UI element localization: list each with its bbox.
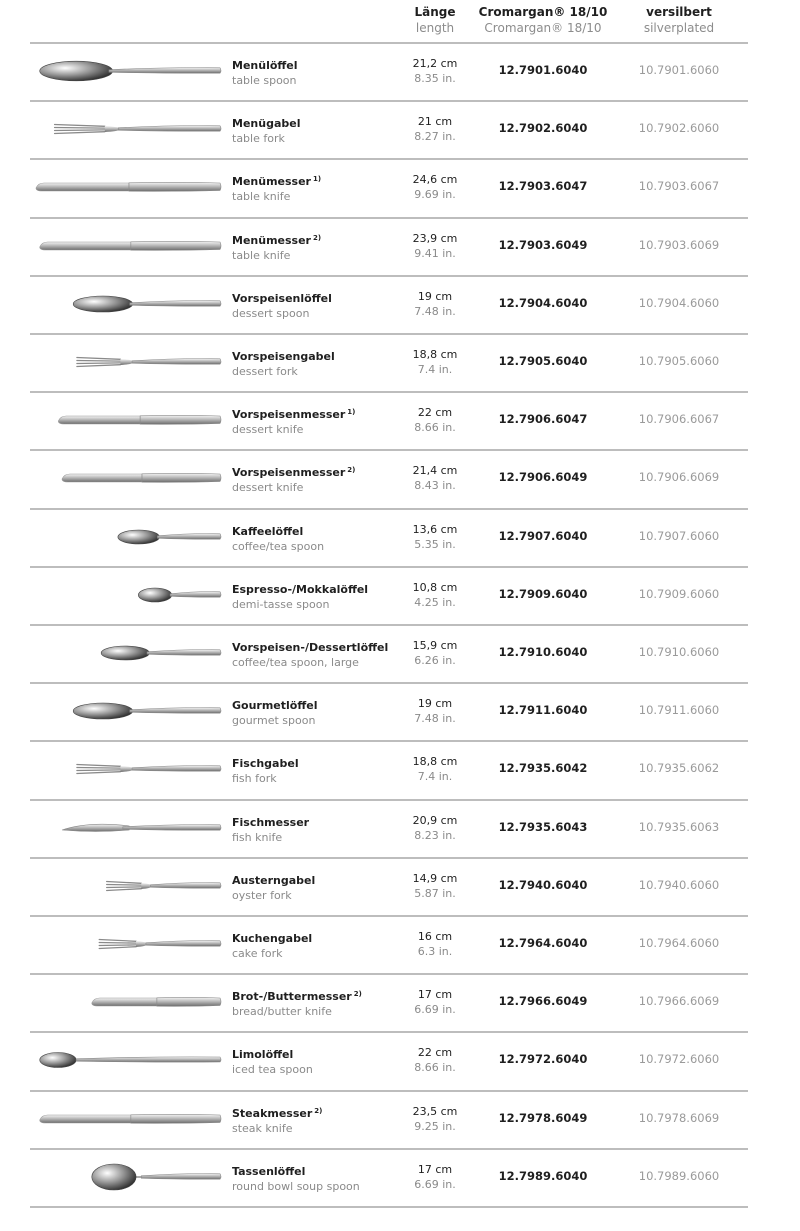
cromargan-article-number: 12.7903.6049: [498, 237, 588, 252]
item-name-de-text: Kaffeelöffel: [232, 524, 304, 538]
item-name-en: table fork: [232, 132, 285, 146]
fork-icon: [28, 744, 222, 794]
silverplated-article-number: 10.7940.6060: [638, 877, 720, 892]
item-names: [232, 987, 402, 1019]
item-length: [398, 231, 472, 261]
silverplated-article-number: 10.7905.6060: [638, 354, 720, 368]
item-name-en: dessert spoon: [232, 306, 310, 320]
row-divider: [30, 449, 748, 451]
item-name-de: [232, 172, 402, 189]
row-divider: [30, 158, 748, 160]
item-length: [398, 929, 472, 959]
item-length: [398, 289, 472, 319]
footnote-marker: 2): [353, 990, 362, 999]
length-cm: 24,6 cm: [412, 173, 458, 187]
table-row: [0, 624, 800, 682]
length-inch: 9.25 in.: [414, 1119, 456, 1133]
cromargan-article-number: 12.7905.6040: [498, 354, 588, 368]
length-cm: 18,8 cm: [412, 348, 458, 361]
length-cm: 22 cm: [417, 406, 453, 420]
length-cm: 20,9 cm: [412, 813, 458, 827]
item-name-de-text: Tassenlöffel: [232, 1164, 306, 1178]
item-names: [232, 347, 402, 379]
fork-icon: [28, 337, 222, 387]
length-cm: 16 cm: [417, 930, 453, 943]
item-length: [398, 56, 472, 86]
row-divider: [30, 566, 748, 568]
footnote-marker: 2): [314, 1106, 323, 1115]
table-row: [0, 275, 800, 333]
header-cromargan-de: Cromargan® 18/10: [478, 5, 608, 19]
footnote-marker: 1): [347, 408, 356, 417]
item-length: [398, 172, 472, 202]
row-divider: [30, 42, 748, 44]
silverplated-article-number: 10.7903.6069: [638, 237, 720, 252]
silverplated-article-number: 10.7903.6067: [638, 179, 720, 194]
item-name-de: [232, 871, 402, 888]
header-length-en: length: [415, 21, 455, 35]
item-length: [398, 754, 472, 784]
header-length-de: Länge: [414, 5, 456, 19]
row-divider: [30, 1031, 748, 1033]
length-inch: 7.48 in.: [414, 712, 456, 726]
silverplated-article-number: 10.7935.6063: [638, 819, 720, 834]
item-name-en: round bowl soup spoon: [232, 1179, 360, 1193]
silverplated-article-number: 10.7911.6060: [638, 703, 720, 718]
item-name-de: [232, 405, 402, 422]
length-inch: 6.69 in.: [414, 1177, 456, 1191]
silverplated-article-number: 10.7972.6060: [638, 1052, 720, 1067]
item-length: [398, 463, 472, 493]
item-length: [398, 1045, 472, 1075]
row-divider: [30, 1148, 748, 1150]
item-name-en: iced tea spoon: [232, 1063, 313, 1077]
steak-knife-icon: [28, 1094, 222, 1144]
length-inch: 6.69 in.: [414, 1003, 456, 1017]
item-length: [398, 871, 472, 901]
item-length: [398, 114, 472, 144]
cromargan-article-number: 12.7906.6049: [498, 470, 588, 485]
cromargan-article-number: 12.7989.6040: [498, 1168, 588, 1183]
item-name-de-text: Gourmetlöffel: [232, 699, 318, 713]
row-divider: [30, 857, 748, 859]
row-divider: [30, 740, 748, 742]
item-name-en: dessert knife: [232, 481, 304, 495]
item-name-de: [232, 1104, 402, 1121]
table-row: [0, 391, 800, 449]
length-cm: 19 cm: [417, 697, 453, 711]
item-length: [398, 347, 472, 377]
row-divider: [30, 333, 748, 335]
row-divider: [30, 1090, 748, 1092]
item-name-en: coffee/tea spoon: [232, 539, 325, 553]
cromargan-article-number: 12.7902.6040: [498, 121, 588, 136]
item-names: [232, 1045, 402, 1077]
header-length: [398, 4, 472, 36]
item-names: [232, 813, 402, 845]
spoon-icon: [28, 512, 222, 562]
row-divider: [30, 799, 748, 801]
item-name-de: [232, 580, 402, 597]
cromargan-article-number: 12.7904.6040: [498, 295, 588, 310]
table-row: [0, 1031, 800, 1089]
table-row: [0, 333, 800, 391]
header-cromargan-en: Cromargan® 18/10: [484, 21, 602, 35]
item-name-de: [232, 231, 402, 248]
silverplated-article-number: 10.7966.6069: [638, 994, 720, 1009]
length-inch: 8.27 in.: [414, 130, 456, 144]
cromargan-article-number: 12.7935.6043: [498, 819, 588, 834]
length-cm: 23,9 cm: [412, 231, 458, 245]
item-name-en: fish knife: [232, 830, 283, 844]
length-cm: 21 cm: [417, 115, 453, 129]
item-name-de-text: Vorspeisenmesser: [232, 408, 346, 422]
knife-icon: [28, 221, 222, 271]
item-name-de-text: Vorspeisenmesser: [232, 466, 346, 480]
butter-knife-icon: [28, 977, 222, 1027]
item-length: [398, 1162, 472, 1192]
length-inch: 8.23 in.: [414, 828, 456, 842]
item-name-en: coffee/tea spoon, large: [232, 656, 359, 669]
length-inch: 7.48 in.: [414, 304, 456, 318]
spoon-icon: [28, 279, 222, 329]
row-divider: [30, 508, 748, 510]
item-name-de-text: Vorspeisenlöffel: [232, 291, 332, 305]
item-name-de: [232, 929, 402, 946]
item-names: [232, 522, 402, 554]
table-row: [0, 217, 800, 275]
item-name-de-text: Menümesser: [232, 175, 311, 189]
cromargan-article-number: 12.7907.6040: [498, 528, 588, 543]
length-cm: 23,5 cm: [412, 1104, 458, 1118]
item-name-de: [232, 347, 402, 364]
row-divider: [30, 100, 748, 102]
item-names: [232, 463, 402, 495]
item-names: [232, 56, 402, 88]
silverplated-article-number: 10.7964.6060: [638, 936, 720, 950]
item-name-de-text: Fischgabel: [232, 757, 299, 771]
knife-icon: [28, 453, 222, 503]
item-name-en: cake fork: [232, 947, 283, 960]
table-row: [0, 857, 800, 915]
header-silverplated: [616, 4, 742, 36]
table-row: [0, 449, 800, 507]
silverplated-article-number: 10.7904.6060: [638, 295, 720, 310]
item-name-de-text: Espresso-/Mokkalöffel: [232, 582, 369, 596]
row-divider: [30, 973, 748, 975]
item-name-de: [232, 987, 402, 1004]
spoon-icon: [28, 46, 222, 96]
knife-icon: [28, 162, 222, 212]
item-name-de-text: Brot-/Buttermesser: [232, 990, 352, 1004]
footnote-marker: 2): [347, 466, 356, 475]
item-name-de-text: Fischmesser: [232, 815, 310, 829]
length-inch: 8.35 in.: [414, 72, 456, 85]
item-name-en: oyster fork: [232, 888, 292, 902]
table-row: [0, 682, 800, 740]
item-names: [232, 114, 402, 146]
length-inch: 7.4 in.: [417, 770, 453, 784]
silverplated-article-number: 10.7906.6069: [638, 470, 720, 485]
item-names: [232, 172, 402, 204]
spoon-icon: [28, 570, 222, 620]
item-name-de: [232, 463, 402, 480]
row-divider: [30, 915, 748, 917]
item-names: [232, 405, 402, 437]
length-cm: 17 cm: [417, 988, 453, 1002]
length-inch: 8.66 in.: [414, 1061, 456, 1075]
row-divider: [30, 1206, 748, 1208]
silverplated-article-number: 10.7978.6069: [638, 1110, 720, 1125]
gourmet-spoon-icon: [28, 686, 222, 736]
item-name-de-text: Kuchengabel: [232, 932, 313, 945]
item-name-de: [232, 56, 402, 73]
length-inch: 9.41 in.: [414, 246, 456, 260]
table-row: [0, 100, 800, 158]
item-length: [398, 696, 472, 726]
table-row: [0, 1090, 800, 1148]
footnote-marker: 1): [312, 175, 322, 184]
item-name-en: table knife: [232, 248, 291, 262]
item-names: [232, 1162, 402, 1194]
table-row: [0, 973, 800, 1031]
length-cm: 10,8 cm: [412, 580, 458, 594]
item-names: [232, 871, 402, 903]
table-row: [0, 42, 800, 100]
table-row: [0, 508, 800, 566]
round-spoon-icon: [28, 1152, 222, 1202]
row-divider: [30, 391, 748, 393]
item-names: [232, 289, 402, 321]
silverplated-article-number: 10.7907.6060: [638, 528, 720, 543]
length-cm: 18,8 cm: [412, 755, 458, 769]
long-spoon-icon: [28, 1035, 222, 1085]
length-cm: 19 cm: [417, 289, 453, 303]
table-row: [0, 158, 800, 216]
silverplated-article-number: 10.7935.6062: [638, 761, 720, 776]
length-inch: 8.66 in.: [414, 421, 456, 435]
item-name-de-text: Vorspeisen-/Dessertlöffel: [232, 641, 389, 654]
item-name-en: gourmet spoon: [232, 714, 316, 728]
item-name-de-text: Limolöffel: [232, 1048, 294, 1062]
cromargan-article-number: 12.7906.6047: [498, 412, 588, 427]
table-row: [0, 740, 800, 798]
item-name-en: demi-tasse spoon: [232, 597, 330, 611]
cromargan-article-number: 12.7901.6040: [498, 63, 588, 77]
item-name-en: table spoon: [232, 74, 297, 87]
cromargan-article-number: 12.7972.6040: [498, 1052, 588, 1067]
fork-icon: [28, 861, 222, 911]
silverplated-article-number: 10.7989.6060: [638, 1168, 720, 1183]
item-name-de: [232, 754, 402, 771]
item-name-de-text: Steakmesser: [232, 1106, 313, 1120]
item-name-en: dessert knife: [232, 423, 304, 437]
cromargan-article-number: 12.7964.6040: [498, 936, 588, 950]
header-silver-de: versilbert: [646, 5, 712, 19]
item-name-de: [232, 114, 402, 131]
cromargan-article-number: 12.7978.6049: [498, 1110, 588, 1125]
row-divider: [30, 217, 748, 219]
fork-icon: [28, 104, 222, 154]
cromargan-article-number: 12.7935.6042: [498, 761, 588, 776]
length-inch: 6.3 in.: [417, 945, 453, 958]
length-inch: 7.4 in.: [417, 363, 453, 376]
silverplated-article-number: 10.7901.6060: [638, 63, 720, 77]
length-inch: 4.25 in.: [414, 595, 456, 609]
item-name-en: fish fork: [232, 772, 277, 786]
fork-icon: [28, 919, 222, 969]
item-length: [398, 522, 472, 552]
row-divider: [30, 682, 748, 684]
spoon-icon: [28, 628, 222, 678]
item-name-de: [232, 696, 402, 713]
item-names: [232, 580, 402, 612]
item-name-de-text: Menügabel: [232, 117, 301, 131]
item-names: [232, 638, 402, 670]
cromargan-article-number: 12.7903.6047: [498, 179, 588, 194]
header-silver-en: silverplated: [643, 21, 715, 35]
fish-knife-icon: [28, 803, 222, 853]
item-length: [398, 580, 472, 610]
item-name-de: [232, 1045, 402, 1062]
item-length: [398, 1104, 472, 1134]
item-names: [232, 696, 402, 728]
length-cm: 17 cm: [417, 1162, 453, 1176]
item-length: [398, 405, 472, 435]
item-names: [232, 754, 402, 786]
item-names: [232, 1104, 402, 1136]
length-inch: 5.87 in.: [414, 886, 456, 900]
row-divider: [30, 624, 748, 626]
item-names: [232, 231, 402, 263]
item-name-de-text: Menülöffel: [232, 59, 298, 72]
item-name-de: [232, 638, 402, 655]
item-name-de: [232, 1162, 402, 1179]
cromargan-article-number: 12.7940.6040: [498, 877, 588, 892]
item-length: [398, 813, 472, 843]
cromargan-article-number: 12.7966.6049: [498, 994, 588, 1009]
item-name-de: [232, 289, 402, 306]
cromargan-article-number: 12.7910.6040: [498, 645, 588, 659]
table-header: [0, 0, 800, 42]
item-name-en: bread/butter knife: [232, 1005, 332, 1019]
row-divider: [30, 275, 748, 277]
item-length: [398, 638, 472, 668]
item-name-en: dessert fork: [232, 365, 298, 378]
cromargan-article-number: 12.7911.6040: [498, 703, 588, 718]
item-name-en: steak knife: [232, 1121, 293, 1135]
length-cm: 15,9 cm: [412, 639, 458, 652]
header-cromargan: [478, 4, 608, 36]
footnote-marker: 2): [312, 233, 322, 242]
length-cm: 14,9 cm: [412, 871, 458, 885]
item-length: [398, 987, 472, 1017]
item-name-de-text: Austerngabel: [232, 873, 316, 887]
item-name-de: [232, 813, 402, 830]
length-inch: 6.26 in.: [414, 654, 456, 667]
length-inch: 8.43 in.: [414, 479, 456, 493]
item-name-de-text: Menümesser: [232, 233, 311, 247]
cromargan-article-number: 12.7909.6040: [498, 586, 588, 601]
knife-icon: [28, 395, 222, 445]
length-inch: 5.35 in.: [414, 537, 456, 551]
length-cm: 22 cm: [417, 1046, 453, 1060]
length-inch: 9.69 in.: [414, 188, 456, 202]
table-row: [0, 799, 800, 857]
item-name-de: [232, 522, 402, 539]
table-row: [0, 1148, 800, 1206]
table-row: [0, 915, 800, 973]
item-names: [232, 929, 402, 961]
silverplated-article-number: 10.7902.6060: [638, 121, 720, 136]
length-cm: 13,6 cm: [412, 522, 458, 536]
length-cm: 21,2 cm: [412, 57, 458, 70]
silverplated-article-number: 10.7910.6060: [638, 645, 720, 659]
table-row: [0, 566, 800, 624]
item-name-en: table knife: [232, 190, 291, 204]
length-cm: 21,4 cm: [412, 464, 458, 478]
silverplated-article-number: 10.7909.6060: [638, 586, 720, 601]
silverplated-article-number: 10.7906.6067: [638, 412, 720, 427]
item-name-de-text: Vorspeisengabel: [232, 350, 335, 363]
